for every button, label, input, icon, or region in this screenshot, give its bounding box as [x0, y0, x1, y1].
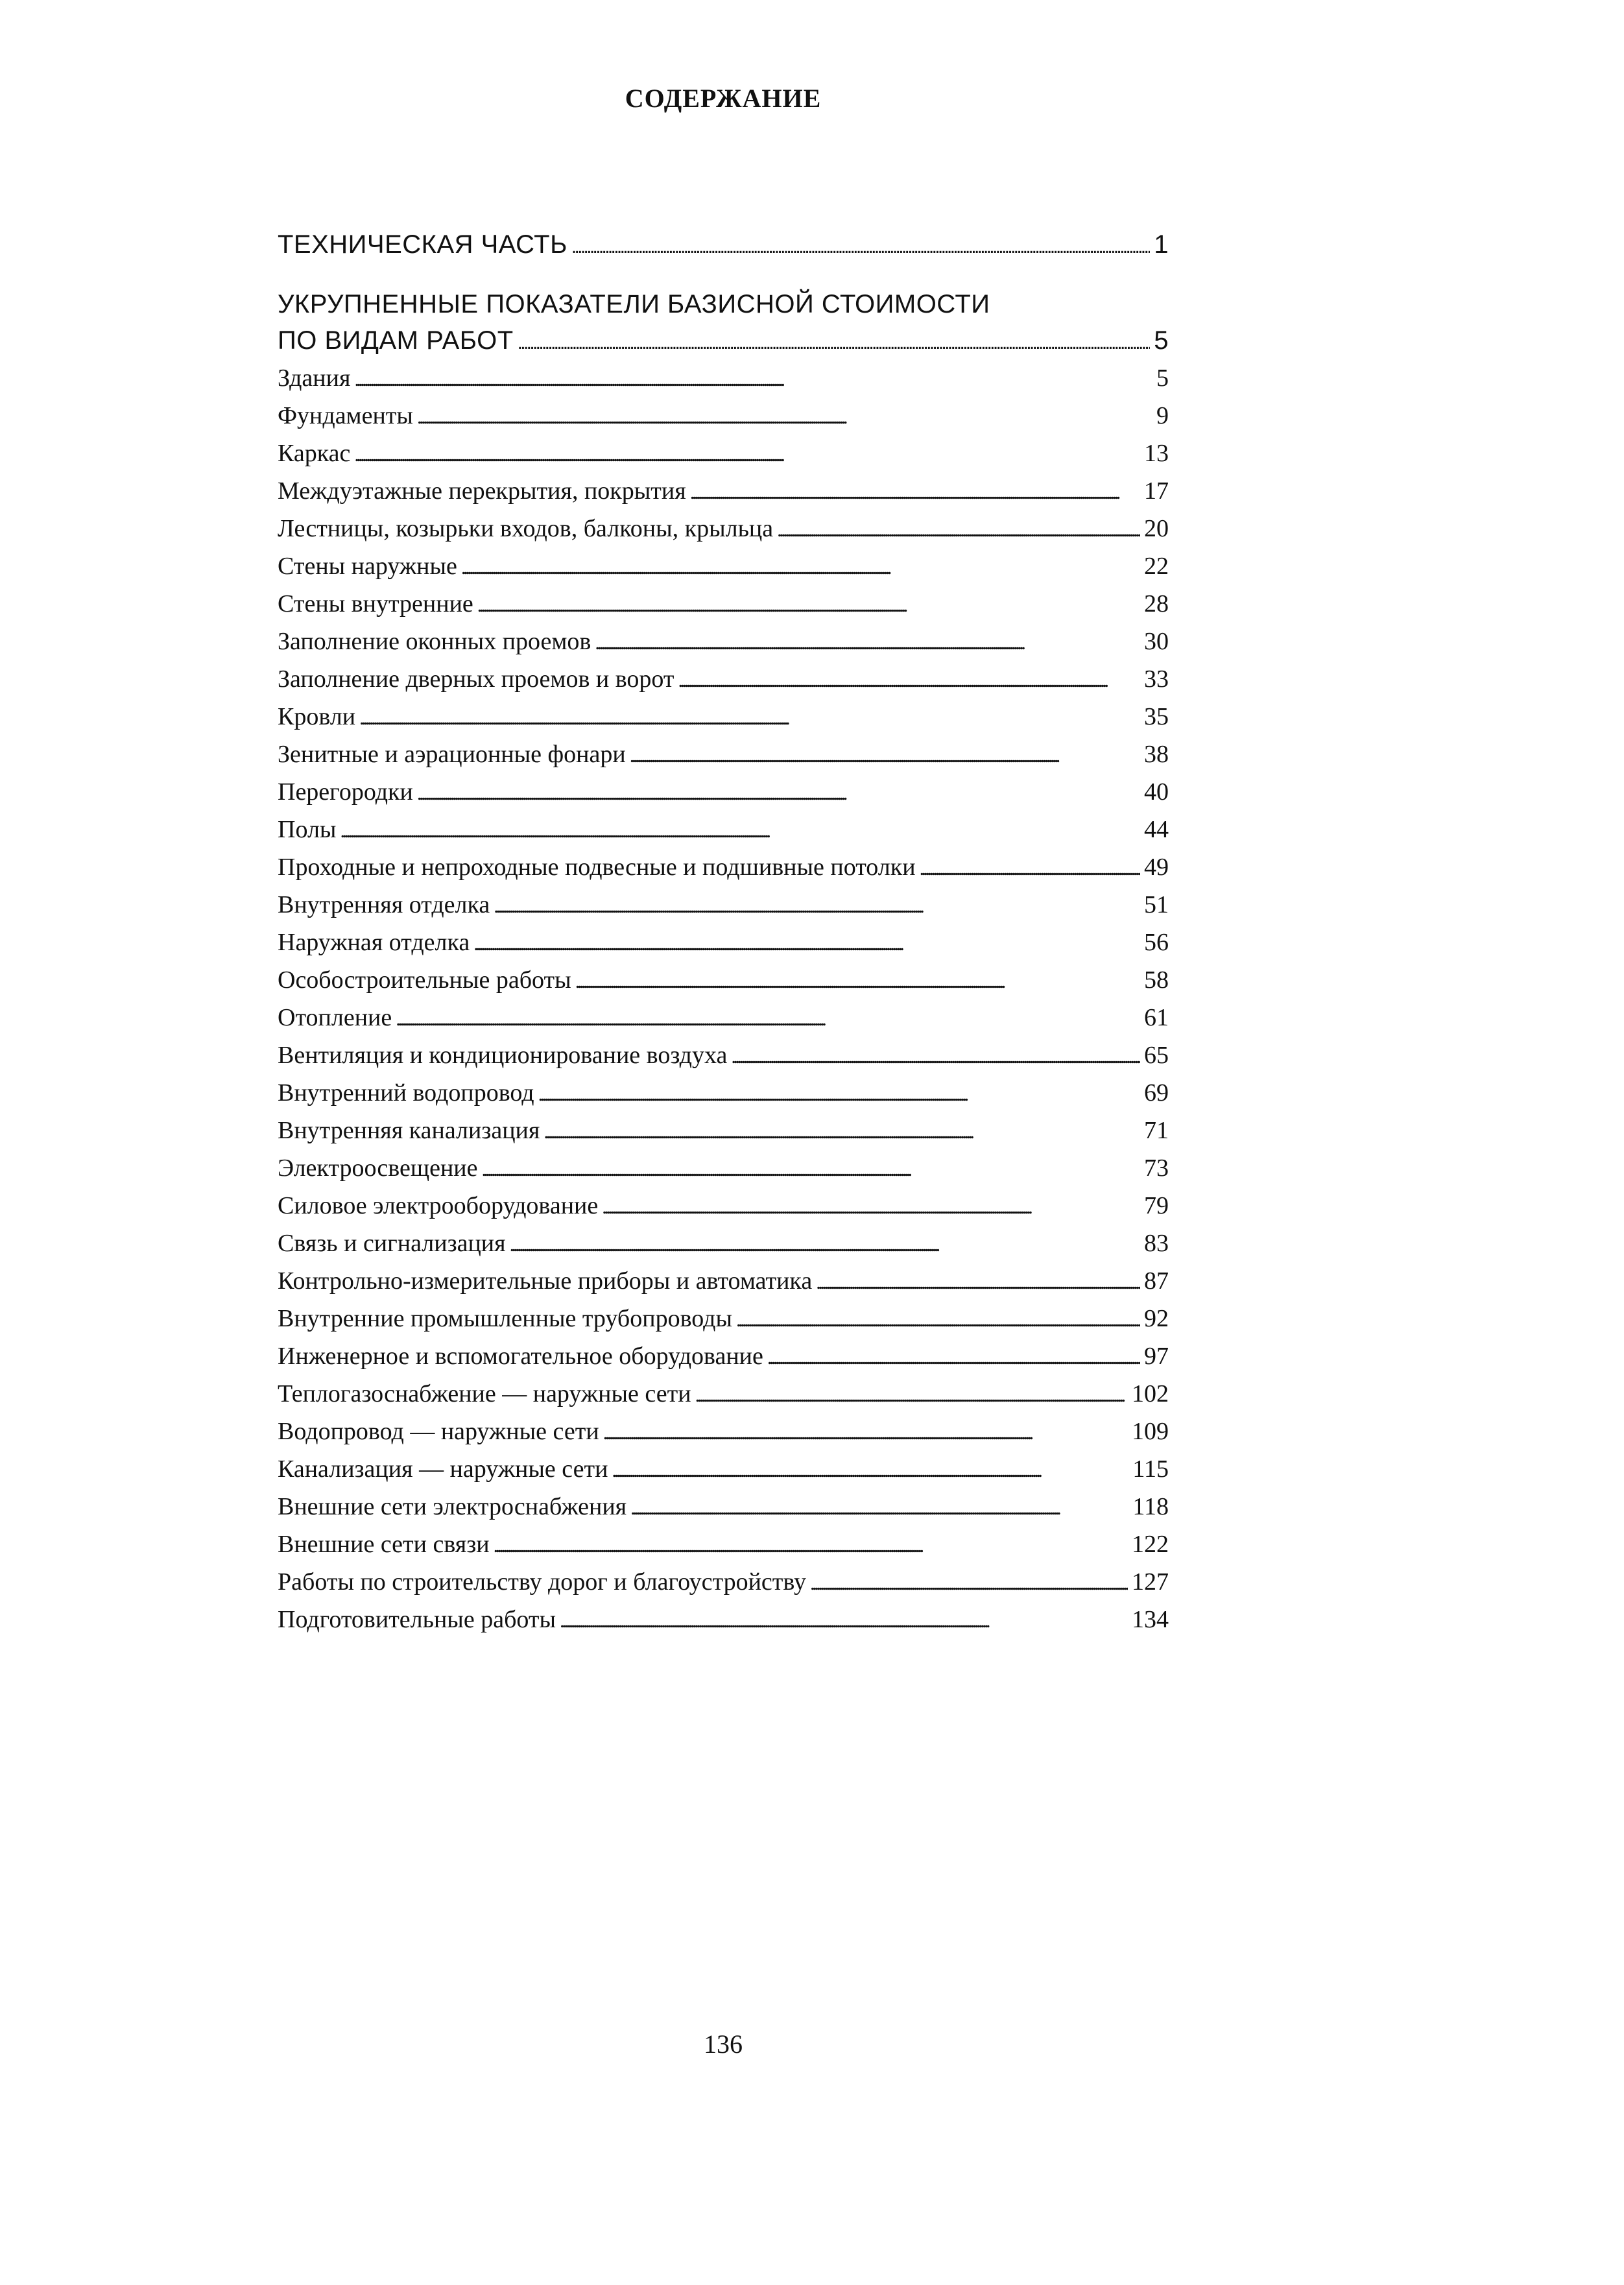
toc-entry-label: Связь и сигнализация — [278, 1230, 506, 1257]
toc-entry-label: Здания — [278, 365, 351, 392]
dot-leader — [359, 698, 1140, 737]
toc-entry-page: 5 — [1156, 365, 1169, 392]
toc-entry-label: Стены наружные — [278, 553, 457, 580]
dot-leader — [695, 1375, 1128, 1415]
table-of-contents — [278, 226, 1169, 1638]
toc-entry-page: 118 — [1132, 1493, 1169, 1520]
toc-entry-label: Перегородки — [278, 778, 413, 806]
toc-entry[interactable] — [278, 1375, 1169, 1413]
dot-leader — [417, 397, 1152, 437]
toc-entry-page: 109 — [1132, 1418, 1169, 1445]
toc-entry-page: 56 — [1144, 929, 1169, 956]
toc-entry[interactable] — [278, 1563, 1169, 1601]
toc-entry-page: 5 — [1154, 326, 1169, 355]
dot-leader — [678, 660, 1140, 700]
toc-entry-page: 30 — [1144, 628, 1169, 655]
toc-entry[interactable] — [278, 359, 1169, 397]
toc-entry[interactable] — [278, 999, 1169, 1036]
toc-entry[interactable] — [278, 547, 1169, 585]
toc-entry-label: Лестницы, козырьки входов, балконы, крыльца — [278, 515, 774, 542]
dot-leader — [510, 1225, 1140, 1264]
toc-entry-label: Каркас — [278, 440, 351, 467]
page-title: СОДЕРЖАНИЕ — [625, 84, 822, 113]
toc-entry[interactable] — [278, 660, 1169, 698]
toc-entry-label: Канализация — наружные сети — [278, 1455, 608, 1483]
toc-entry[interactable] — [278, 1036, 1169, 1074]
toc-entry-page: 17 — [1144, 477, 1169, 505]
toc-entry-page: 44 — [1144, 816, 1169, 843]
toc-entry-label: Внешние сети электроснабжения — [278, 1493, 627, 1520]
toc-entry-label: Вентиляция и кондиционирование воздуха — [278, 1042, 728, 1069]
toc-entry-label: Внутренняя отделка — [278, 891, 490, 918]
toc-entry[interactable] — [278, 623, 1169, 660]
toc-entry[interactable] — [278, 924, 1169, 961]
toc-entry-page: 20 — [1144, 515, 1169, 542]
dot-leader — [482, 1149, 1140, 1189]
toc-entry-page: 87 — [1144, 1267, 1169, 1295]
toc-entry-page: 33 — [1144, 665, 1169, 693]
toc-entry[interactable] — [278, 1225, 1169, 1262]
dot-leader — [494, 886, 1140, 926]
toc-entry[interactable] — [278, 698, 1169, 736]
toc-entry[interactable] — [278, 472, 1169, 510]
dot-leader — [477, 585, 1140, 625]
toc-entry-label: Кровли — [278, 703, 356, 730]
section-heading: УКРУПНЕННЫЕ ПОКАЗАТЕЛИ БАЗИСНОЙ СТОИМОСТИ — [278, 290, 990, 318]
dot-leader — [518, 322, 1151, 362]
toc-entry[interactable] — [278, 1601, 1169, 1638]
toc-entry-label: Междуэтажные перекрытия, покрытия — [278, 477, 686, 505]
dot-leader — [575, 961, 1140, 1001]
toc-entry-section[interactable] — [278, 322, 1169, 359]
dot-leader — [560, 1601, 1128, 1640]
toc-entry-page: 40 — [1144, 778, 1169, 806]
dot-leader — [602, 1187, 1140, 1226]
dot-leader — [603, 1413, 1128, 1452]
toc-entry-label: Заполнение оконных проемов — [278, 628, 591, 655]
toc-entry-page: 97 — [1144, 1343, 1169, 1370]
dot-leader — [920, 848, 1140, 888]
toc-entry-label: Подготовительные работы — [278, 1606, 556, 1633]
toc-entry-label: Зенитные и аэрационные фонари — [278, 741, 626, 768]
toc-entry-label: Особостроительные работы — [278, 966, 571, 994]
toc-entry[interactable] — [278, 510, 1169, 547]
toc-entry[interactable] — [278, 1337, 1169, 1375]
toc-entry-page: 28 — [1144, 590, 1169, 617]
toc-entry-page: 102 — [1132, 1380, 1169, 1407]
toc-entry-label: Водопровод — наружные сети — [278, 1418, 599, 1445]
toc-entry-page: 83 — [1144, 1230, 1169, 1257]
dot-leader — [461, 547, 1140, 587]
toc-entry-page: 49 — [1144, 854, 1169, 881]
toc-entry[interactable] — [278, 773, 1169, 811]
dot-leader — [396, 999, 1140, 1038]
dot-leader — [810, 1563, 1128, 1603]
toc-entry[interactable] — [278, 1413, 1169, 1450]
toc-entry-technical-part[interactable] — [278, 226, 1169, 263]
toc-entry-page: 115 — [1132, 1455, 1169, 1483]
toc-entry[interactable] — [278, 1300, 1169, 1337]
dot-leader — [736, 1300, 1140, 1339]
dot-leader — [595, 623, 1140, 662]
toc-entry-page: 73 — [1144, 1154, 1169, 1182]
toc-entry[interactable] — [278, 1525, 1169, 1563]
dot-leader — [417, 773, 1140, 813]
toc-entry-page: 35 — [1144, 703, 1169, 730]
toc-entry[interactable] — [278, 435, 1169, 472]
toc-entry[interactable] — [278, 736, 1169, 773]
toc-entry-label: Стены внутренние — [278, 590, 473, 617]
toc-entry-label: Внутренний водопровод — [278, 1079, 534, 1107]
toc-entry-label: Фундаменты — [278, 402, 413, 429]
toc-entry-page: 69 — [1144, 1079, 1169, 1107]
dot-leader — [630, 736, 1140, 775]
dot-leader — [690, 472, 1140, 512]
toc-entry-page: 51 — [1144, 891, 1169, 918]
toc-entry-label: Контрольно-измерительные приборы и автоматика — [278, 1267, 813, 1295]
toc-entry-page: 58 — [1144, 966, 1169, 994]
dot-leader — [354, 359, 1152, 399]
toc-entry-page: 9 — [1156, 402, 1169, 429]
toc-entry-label: Электроосвещение — [278, 1154, 478, 1182]
toc-entry[interactable] — [278, 1262, 1169, 1300]
toc-entry-page: 38 — [1144, 741, 1169, 768]
dot-leader — [494, 1525, 1128, 1565]
dot-leader — [630, 1488, 1128, 1527]
toc-entry[interactable] — [278, 848, 1169, 886]
dot-leader — [816, 1262, 1140, 1302]
toc-entry-page: 122 — [1132, 1531, 1169, 1558]
toc-entry[interactable] — [278, 1074, 1169, 1112]
toc-entry[interactable] — [278, 1450, 1169, 1488]
toc-entry[interactable] — [278, 886, 1169, 924]
toc-entries — [278, 359, 1169, 1638]
toc-entry-label: Заполнение дверных проемов и ворот — [278, 665, 675, 693]
toc-entry[interactable] — [278, 397, 1169, 435]
toc-entry-page: 61 — [1144, 1004, 1169, 1031]
toc-entry-page: 65 — [1144, 1042, 1169, 1069]
toc-entry-page: 92 — [1144, 1305, 1169, 1332]
toc-entry-label: Силовое электрооборудование — [278, 1192, 599, 1219]
dot-leader — [473, 924, 1140, 963]
dot-leader — [354, 435, 1140, 474]
toc-entry[interactable] — [278, 961, 1169, 999]
toc-entry-label: Отопление — [278, 1004, 392, 1031]
dot-leader — [340, 811, 1140, 850]
dot-leader — [543, 1112, 1140, 1151]
toc-entry[interactable] — [278, 1187, 1169, 1225]
toc-entry-label: Проходные и непроходные подвесные и подшивные потолки — [278, 854, 916, 881]
toc-entry-label: Работы по строительству дорог и благоустройству — [278, 1568, 807, 1596]
toc-entry-label: Внутренние промышленные трубопроводы — [278, 1305, 733, 1332]
dot-leader — [777, 510, 1140, 549]
toc-entry-label: ТЕХНИЧЕСКАЯ ЧАСТЬ — [278, 230, 567, 259]
dot-leader — [767, 1337, 1140, 1377]
toc-entry-page: 134 — [1132, 1606, 1169, 1633]
toc-entry-label: Внешние сети связи — [278, 1531, 490, 1558]
toc-entry[interactable] — [278, 1488, 1169, 1525]
toc-entry[interactable] — [278, 1112, 1169, 1149]
dot-leader — [538, 1074, 1140, 1114]
toc-entry-label: Внутренняя канализация — [278, 1117, 540, 1144]
toc-entry-label: Теплогазоснабжение — наружные сети — [278, 1380, 691, 1407]
toc-entry-label: Наружная отделка — [278, 929, 470, 956]
toc-entry[interactable] — [278, 1149, 1169, 1187]
toc-entry-label: Полы — [278, 816, 337, 843]
toc-entry-page: 22 — [1144, 553, 1169, 580]
toc-entry-label: Инженерное и вспомогательное оборудование — [278, 1343, 763, 1370]
toc-entry[interactable] — [278, 811, 1169, 848]
section-heading-continued: ПО ВИДАМ РАБОТ — [278, 326, 514, 355]
dot-leader — [571, 226, 1150, 266]
toc-entry-page: 13 — [1144, 440, 1169, 467]
page-number: 136 — [704, 2029, 743, 2059]
toc-entry-page: 79 — [1144, 1192, 1169, 1219]
dot-leader — [612, 1450, 1128, 1490]
toc-entry-page: 127 — [1132, 1568, 1169, 1596]
toc-entry-page: 1 — [1154, 230, 1169, 259]
toc-entry[interactable] — [278, 585, 1169, 623]
toc-entry-page: 71 — [1144, 1117, 1169, 1144]
dot-leader — [731, 1036, 1140, 1076]
